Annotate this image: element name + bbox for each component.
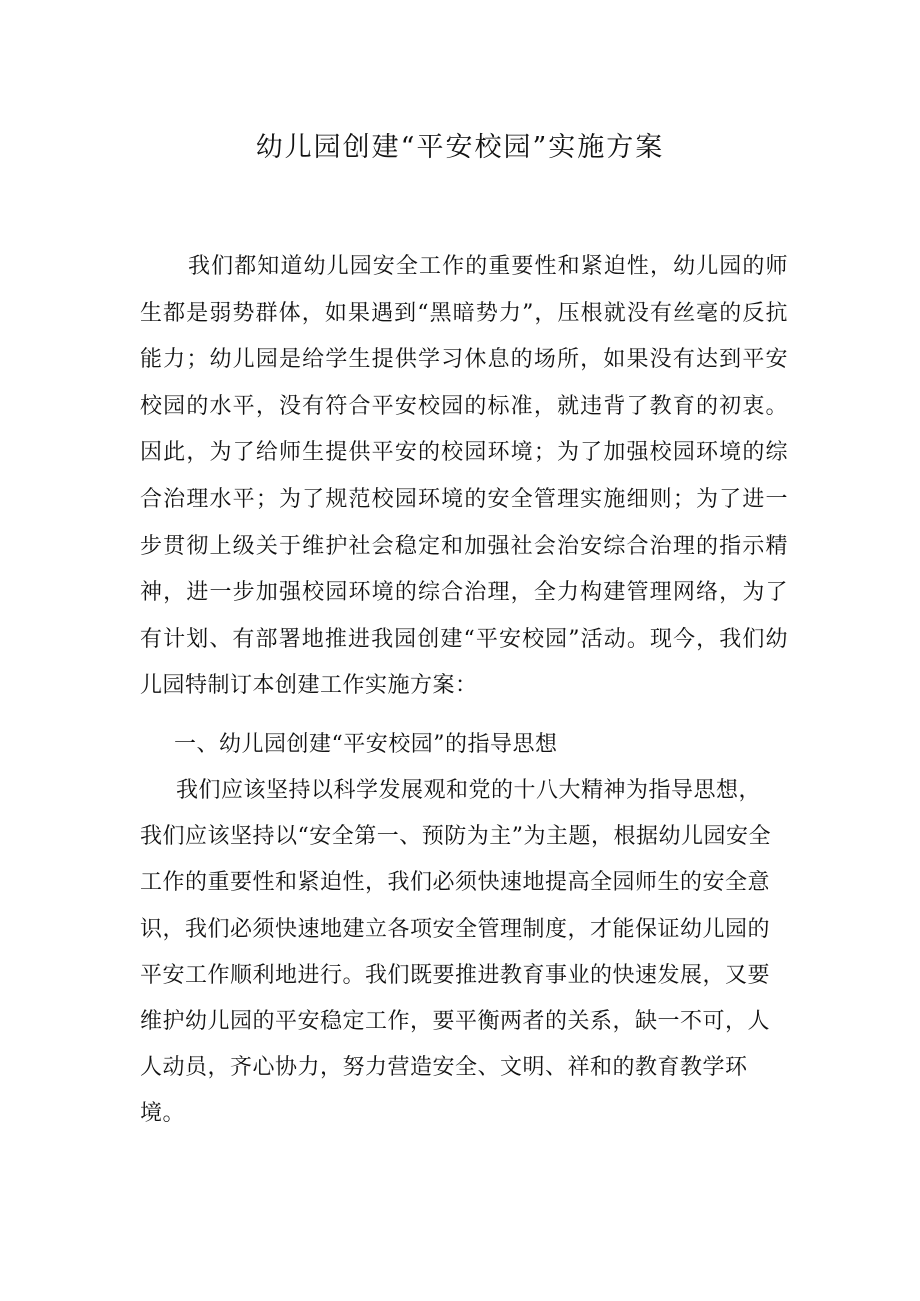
intro-paragraph: 我们都知道幼儿园安全工作的重要性和紧迫性，幼儿园的师生都是弱势群体，如果遇到“黑暗势力”，压根就没有丝毫的反抗能力；幼儿园是给学生提供学习休息的场所，如果没有达到平安校园的水平，没有符合平安校园的标准，就违背了教育的初衷。因此，为了给师生提供平安的校园环境；为了加强校园环境的综合治理水平；为了规范校园环境的安全管理实施细则；为了进一步贯彻上级关于维护社会稳定和加强社会治安综合治理的指示精神，进一步加强校园环境的综合治理，全力构建管理网络，为了有计划、有部署地推进我园创建“平安校园”活动。现今，我们幼儿园特制订本创建工作实施方案： bbox=[140, 254, 788, 699]
document-title: 幼儿园创建“平安校园”实施方案 bbox=[255, 132, 665, 163]
section-1-heading: 一、幼儿园创建“平安校园”的指导思想 bbox=[174, 732, 558, 757]
section-1-body: 我们应该坚持以科学发展观和党的十八大精神为指导思想，我们应该坚持以“安全第一、预防为主”为主题，根据幼儿园安全工作的重要性和紧迫性，我们必须快速地提高全园师生的安全意识，我们必须快速地建立各项安全管理制度，才能保证幼儿园的平安工作顺利地进行。我们既要推进教育事业的快速发展，又要维护幼儿园的平安稳定工作，要平衡两者的关系，缺一不可，人人动员，齐心协力，努力营造安全、文明、祥和的教育教学环境。 bbox=[140, 778, 771, 1127]
